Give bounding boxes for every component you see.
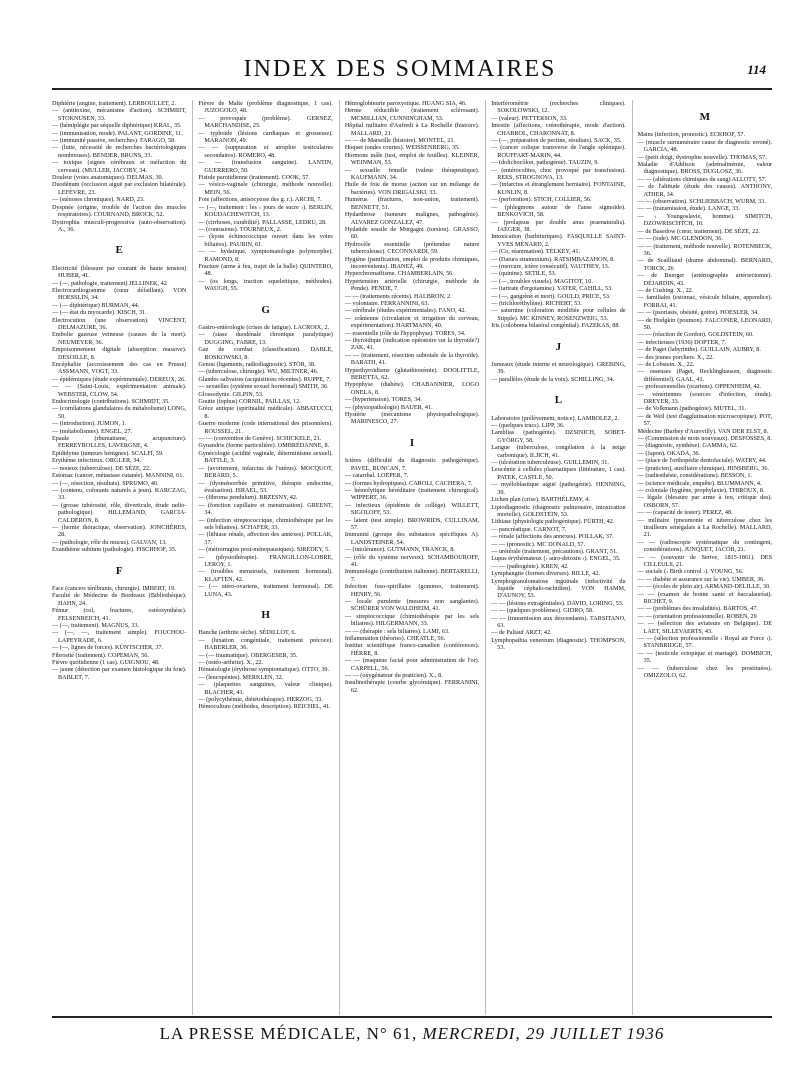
index-entry: — — (orientation professionnelle). ROBEN, 29 <box>637 612 757 620</box>
index-entry: — — (traitements récents). HALBRON, 2. <box>344 292 452 300</box>
index-entry: — (corrélations glandulaires du métabolisme) LONG, 50. <box>52 405 187 420</box>
index-entry: Immunologie (contribution italienne). BERTARELLI, 7. <box>344 568 480 583</box>
index-entry: Epaule (rhumatisme, acupuncture). FERREYROLLES, LAVERGNE, 4. <box>52 435 187 450</box>
index-entry: — (—, troubles visuels). MAGITOT, 10. <box>491 277 593 285</box>
index-entry: — (avortement, infarctus de l'utérus). MOCQUOT, BERARD, 5. <box>198 464 333 480</box>
index-entry: — (polycythémie, diététothérapie). HERZOG, 33. <box>198 696 323 704</box>
index-entry: — de l'altitude (étude des causes). ANTHONY, ATHER, 34. <box>637 183 772 198</box>
index-entry: — de Cushing. X., 22. <box>637 286 694 294</box>
index-entry: — des jeunes porchers. X., 22. <box>637 353 714 361</box>
index-entry: Electricité (blessure par courant de haute tension) HUBER, 41. <box>52 264 187 280</box>
index-entry: — streptococcique (chimiothérapie par les sels biliaires). HILGERMANN, 33. <box>344 612 480 628</box>
index-entry: — (phlegmons autour de l'anse sigmoïde). BENKOVICH, 58. <box>491 203 626 219</box>
index-entry: Fièvre de Malte (problème diagnostique, 1 cas). JUZOGOLO, 48. <box>198 100 333 115</box>
section-letter: H <box>261 609 270 621</box>
index-column <box>339 100 479 1015</box>
index-entry: — militaire (pneumonie et tuberculose chez les tirailleurs sénégalais à La Rochelle). MALLARD, 21. <box>637 516 772 539</box>
index-entry: Hyperthyroïdisme (glutathionémie). DOOLITTLE, BERETTA, 62. <box>344 366 480 382</box>
index-entry: — (kyste échinococcique ouvert dans les voies biliaires). PAUBIN, 61. <box>198 233 333 248</box>
index-entry: — de Basedow (cœur, traitement). DE SÈZE, 22. <box>637 227 760 235</box>
index-entry: — professionnelles (ocariens). OPPENHEIM, 42. <box>637 383 762 391</box>
index-entry: — sexuelles (système sexuel hormonal) SMITH, 36. <box>198 383 329 391</box>
index-entry: — de Lobstein. X., 22. <box>637 361 695 368</box>
index-entry: — (—, lignes de forces). KÜNTSCHER, 37. <box>52 644 164 652</box>
index-entry: Duodénum (occlusion aiguë par exclusion bilatérale). LEFÈVRE, 23. <box>52 181 187 196</box>
index-entry: Interférométrie (recherches cliniques). SOKOLOWSKI, 12. <box>491 100 626 115</box>
index-entry: Hystérie (mécanisme physiopathologique). MARINESCO, 27. <box>344 411 480 426</box>
index-entry: Leucémie à cellules plasmatiques (littérature, 1 cas). PATEK, CASTLE, 50. <box>491 466 626 481</box>
index-entry: Dystrophia musculi-progressiva (auto-observation). A., 36. <box>52 218 187 233</box>
index-entry: — (trichloréthylène). RICHERT, 53. <box>491 299 582 307</box>
index-entry: — (— état du myocarde). KISCH, 31. <box>52 309 147 317</box>
index-entry: — (praticien), auxiliaire chimique). HINSBERG, 36. <box>637 464 770 472</box>
index-entry: — (—, traitement). MAGNUS, 33. <box>52 622 139 629</box>
index-entry: — — (souvenir de Serive, 1815-1861). DES CILLEULS, 21. <box>637 553 772 568</box>
index-entry: Lymphopathia venereum (diagnostic). THOMPSON, 53. <box>491 636 626 652</box>
index-entry: — de Buerger (artériographie artériectomie). DÉJARDIN, 43. <box>637 272 772 287</box>
index-entry: — typhoïde (lésions cardiaques et grossesse). MARANON, 49. <box>198 129 333 145</box>
index-entry: — sociale (‹ Birth control ›). YOUNG, 56. <box>637 568 744 576</box>
index-entry: Insulinothérapie (courbe glycémique). FERRANINI, 62. <box>344 679 480 694</box>
index-entry: Grèce antique (spiritualité médicale). ABBATUCCI, 8. <box>198 405 333 420</box>
index-entry: — (— traumatique). OBERGESER, 35. <box>198 651 298 659</box>
index-entry: Goutte (tophus) CORNIL, PAILLAS, 12. <box>198 398 301 406</box>
index-entry: — (sténoses chroniques). NARD, 23. <box>52 196 145 204</box>
index-entry: — de Paltauf ARZT, 42. <box>491 629 552 637</box>
index-entry: — — hydatique, symptomatologie polymorphe). RAMOND, 8. <box>198 248 333 263</box>
index-entry: Fièvre quotidienne (1 cas). GUIGNOU, 48. <box>52 659 160 667</box>
index-entry: Gaz de combat (classification). DABLE, ROSKOWSKI, 8. <box>198 346 333 361</box>
index-entry: — — (traitement, résection subtotale de la thyroïde). BARATH, 41. <box>344 351 480 367</box>
index-entry: — (ulcération tuberculeuse). GUILLEMIN, 31. <box>491 459 609 467</box>
index-entry: — (lutte, nécessité de recherches bactériologiques nombreuses). BENDER, BRUNS, 33. <box>52 144 187 159</box>
index-entry: Electrocardiogramme (cœur défaillant). VON HOESSLIN, 34. <box>52 286 187 302</box>
index-entry: Lamblias (pathogénie). DZSINICH, SOBET-GYÖRGY, 58. <box>491 429 626 444</box>
index-entry: — crânienne (circulation et irrigation du cerveau, expérimentation). HARTMANN, 40. <box>344 314 480 330</box>
index-entry: — — (sélection professionnelle ‹ Royal air Force ›). STANBRIDGE, 57. <box>637 635 772 650</box>
index-entry: — (leucopénies). MERKLEN, 32. <box>198 673 284 681</box>
index-entry: — — (maqueue facial pour administration de l'or). CARPELL, 56. <box>344 657 480 672</box>
index-entry: — — (psoriasis, obésité, goitre). HOESLER, 34. <box>637 309 759 317</box>
index-entry: — myéloblastique aiguë (pathogénie). HENNING, 39. <box>491 481 626 496</box>
index-entry: Lymphangite (formes diverses). RILLE, 42. <box>491 570 600 578</box>
index-entry: Lupus érythémateux (‹ auro-detoxin ›). ENGEL, 35. <box>491 555 621 563</box>
index-entry: — (—, gangrène et mort). GOULD, PRICE, 53. <box>491 292 611 300</box>
index-entry: — (—, résection, résultats). SPRUMO, 40. <box>52 479 159 487</box>
index-entry: Hôpital militaire d'Aufredi à La Rochelle (histoire). MALLARD, 21. <box>344 122 480 137</box>
index-entry: Intestin (affections, crénothérapie, mode d'action). CHABROL, CHARONNAT, 8. <box>491 122 626 137</box>
index-entry: — (prolapsus par double anus praenaturalis). JAEGER, 38. <box>491 218 626 233</box>
index-entry: — (Japon). OKADA, 36. <box>637 449 701 457</box>
index-entry: — (science médicale, enquête). BLUMMANN, 4. <box>637 479 762 487</box>
header-rule <box>52 88 772 90</box>
index-entry: Hypophyse (diabète). CHABANNIER, LOGO ONELA, 8. <box>344 381 480 396</box>
index-entry: — (lithiase rénale, affection des annexes). POLLAK, 37. <box>198 531 333 546</box>
index-entry: Epididyme (tumeurs bénignes). SCALFI, 59. <box>52 449 164 457</box>
index-entry: Hyperchromaffisme. CHAMBERLAIN, 56. <box>344 270 454 278</box>
index-entry: — — diabète et assurance sur la vie). UMBER, 36. <box>637 575 765 583</box>
index-entry: — (infection streptococcique, chimiothérapie par les sels biliaires). SCHAFER, 33. <box>198 516 333 531</box>
index-entry: Empoisonnement digitale (absorption massive). DESOILLE, 8. <box>52 346 187 361</box>
index-entry: — — (radioscopie systématique du contingent, considérations). JUNQUET, JACOB, 21. <box>637 538 772 554</box>
index-entry: — (cancer colique transverse de l'angle splénique). ROUFFART-MARIN, 44. <box>491 144 626 159</box>
index-entry: Glossodynie. GILPIN, 53. <box>198 390 264 398</box>
index-entry: — noueux (tuberculose). DE SÈZE, 22. <box>52 464 151 472</box>
section-letter: M <box>699 111 711 123</box>
index-entry: — (stase duodénale chronique paralytique) DUGGING, FABRE, 13. <box>198 331 333 346</box>
index-entry: — (— diphtérique) BURMAN, 44. <box>52 301 140 309</box>
index-entry: — (intolérance). GUTMANN, TRANCK, 8. <box>344 546 456 554</box>
index-entry: Lithiase (physiologie pathogénique). FÜRTH, 42. <box>491 518 615 526</box>
index-entry: — de Volkmann (pathogénie). MUTEL, 31. <box>637 405 747 413</box>
index-entry: Guerre moderne (code international des prisonniers). ROUSSEL, 21. <box>198 420 333 435</box>
index-entry: — (—, préparation de pectine, résultats). SACK, 35. <box>491 137 622 145</box>
index-entry: — (dolichocôlon, pathogénie). TAUZIN, 9. <box>491 159 599 167</box>
index-entry: — (introduction). JUMON, 1. <box>52 420 127 428</box>
index-entry: — (diagnostic, synthèse). GAMMA, 62. <box>637 442 738 450</box>
index-entry: Hydrocèle essentielle (prétendue nature tuberculeuse). CECONNARDI, 59. <box>344 240 480 256</box>
index-entry: — (formes hydropiques). CAROLI, CACHERA, 7. <box>344 479 473 487</box>
index-entry: — (os longs, traction squelettique, méthodes). WAUGH, 55. <box>198 277 333 293</box>
index-entry: Foie (affections, anisocytose des g. r.). ARCHI, 7. <box>198 196 322 204</box>
index-entry: — (hypertension). TORES, 34. <box>344 396 422 404</box>
index-entry: Fracture (arme à feu, trajet de la balle) QUINTERO, 48. <box>198 262 333 278</box>
index-entry: — de Paget (labyrinthe). GUILLAIN, AUBRY, 8. <box>637 346 761 354</box>
index-entry: — — (problèmes des invalidités). BARTOS, 47. <box>637 605 758 613</box>
index-entry: — — (testicule ectopique et mariage). DOMBICH, 35. <box>637 649 772 665</box>
index-column <box>52 100 186 1015</box>
index-entry: — infectieuses (1936) DOPTER, 7. <box>637 338 726 346</box>
index-entry: Hygiène (panification, emploi de produits chimiques, inconvénients). IBANEZ, 49. <box>344 255 480 270</box>
index-entry: Médecine (Barbey d'Aurevilly). VAN DER ELST, 8. <box>637 427 769 435</box>
index-entry: — (troubles menstruels, traitement hormonal). KLAFTEN, 42. <box>198 568 333 583</box>
index-entry: — coloniale (hygiène, prophylaxie). THIROUX, 8. <box>637 486 765 494</box>
footer-journal: LA PRESSE MÉDICALE, N° 61, <box>159 1024 418 1043</box>
index-entry: — (mercure, ictère consécutif). VAUTHEY, 13. <box>491 262 610 270</box>
index-entry: — catarrhal. LOEPER, 7. <box>344 472 409 480</box>
index-entry: — (place de l'orthopédie dentofaciale). WATRY, 44. <box>637 457 767 465</box>
index-entry: Infection fuso-spirillaire (gommes, traitement). HENRY, 56. <box>344 583 480 598</box>
index-entry: Face (cancers térébrants, chirurgie). IMBERT, 19. <box>52 584 176 592</box>
index-entry: — urétérale (traitement, précautions). GRANT, 51. <box>491 547 618 555</box>
index-entry: Hémoglobinurie paroxystique. HUANG SIA, 46. <box>344 100 467 107</box>
index-entry: Langue (tuberculose, congélation à la neige carbonique). ILJICH, 41. <box>491 444 626 459</box>
index-entry: — — (transmission, étude). LANGE, 33. <box>637 205 740 213</box>
footer-rule <box>52 1016 772 1018</box>
index-column <box>485 100 625 1015</box>
index-entry: Fistule parotidienne (traitement). COOK, 57. <box>198 174 310 182</box>
index-entry: — légale (blessure par arme à feu, critique des). OSBORN, 57. <box>637 494 772 509</box>
index-entry: — vésico-vaginale (chirurgie, méthode nouvelle). MEIN, 56. <box>198 181 333 196</box>
index-entry: — — (quelques problèmes). GIDRO, 58. <box>491 607 594 615</box>
index-entry: — latent (test simple). BROWRIDS, CULLINAM, 57. <box>344 516 480 531</box>
index-entry: — (quinine). SETILE, 53. <box>491 270 557 278</box>
index-entry: Hoquet (ondes courtes). WEISSENBERG, 35. <box>344 144 460 152</box>
section-letter: F <box>115 564 123 577</box>
index-entry: — — (examen de bonne santé et baccalauréat). RICHET, 9. <box>637 590 772 605</box>
index-entry: Maladie d'Addison (adrénalinémie, valeur diagnostique). BROSS, DUGLOSZ, 36. <box>637 161 772 176</box>
index-entry: — infectieux (épidémie de collège). WILLETT, SIGOLOFF, 53. <box>344 501 480 517</box>
section-letter: G <box>261 303 270 316</box>
index-columns <box>52 100 772 1015</box>
index-entry: — — (iode). MC GLENDON, 36. <box>637 235 723 243</box>
index-entry: — saturnine (coloration modifiée pour cellules de Stipple). MC KINNEY, ROSENZWEIG, 53. <box>491 307 626 322</box>
index-entry: Laboratoire (prélèvement, notice). LAMBOLEZ, 2. <box>491 414 620 422</box>
index-entry: — thyroïdique (indication opératoire sur la thyroïde?) ZAK, 41. <box>344 337 480 352</box>
index-entry: Hernie réductible (traitement sclérosant). MCMILLIAN, CUNNINGHAM, 53. <box>344 107 480 122</box>
index-entry: — (tuberculose, chirurgie). WU, MILTNER, 46. <box>198 368 319 376</box>
index-entry: — (tartrate d'ergotamine). YATER, CAHILL, 53. <box>491 285 613 293</box>
index-entry: — sexuelle femelle (valeur thérapeutique). KAUFMANN, 34. <box>344 166 480 182</box>
index-entry: — (hémiplégie par séquelle diphtérique) KRAL, 35. <box>52 122 182 130</box>
index-entry: Genou (ligaments, radiodiagnostic). STÖR, 38. <box>198 361 316 368</box>
index-entry: — (petit doigt, dystrophie nouvelle). THOMAS, 57. <box>637 153 767 161</box>
index-entry: — — (suppuration et atrophie testiculaires secondaires). ROMERO, 48. <box>198 144 333 159</box>
index-entry: — rénale (affections des annexes). POLLAK, 37. <box>491 533 614 541</box>
index-entry: — (métabolismes). ENGEL, 27. <box>52 427 133 435</box>
index-entry: — (immunisation, mode). PALANT, GORDINE, 11. <box>52 129 183 137</box>
index-entry: — pancréatique. CARNOT, 7. <box>491 525 567 533</box>
index-entry: — (fonction capillaire et menstruation). GREENT, 34. <box>198 501 333 517</box>
index-entry: — (Datura stramonium). RATSIMBAZAHON, 8. <box>491 255 615 263</box>
page-title: INDEX DES SOMMAIRES <box>243 56 557 82</box>
index-entry: — de Scailliaud (drame abdominal). BERNARD, TORCK, 26 <box>637 257 772 272</box>
index-entry: — hémolytique héréditaire (traitement chirurgical). WIPPERT, 36. <box>344 486 480 502</box>
index-entry: — (grosse tubérosité, rôle, diverticule, étude radio-pathologique). HILLEMAND, GARCIA-CALDERON, 8. <box>52 501 187 524</box>
index-entry: Lipiodiagnostic (diagnostic pulmonaire, intoxication mortelle). GOLDSTEIN, 53. <box>491 503 626 518</box>
index-entry: — — (transmission aux descendants). TARSITANO, 63. <box>491 614 626 629</box>
index-entry: Hématologie (érythrose symptomatique). OTTO, 39. <box>198 666 330 674</box>
index-entry: Hydatide sessile de Morgagni (torsion). GRASSO, 60. <box>344 225 480 241</box>
index-entry: Exanthème subitum (pathologie). FISCHHOF, 35. <box>52 546 177 554</box>
page-number: 114 <box>747 62 766 77</box>
index-entry: — (ostéo-arthrite). X., 22. <box>198 659 264 667</box>
index-entry: Encéphalite (accroissement des cas en Prusse) ASSMANN, VOGT, 33. <box>52 361 187 376</box>
index-entry: Erythème infectieux. ORGLER, 34. <box>52 457 142 465</box>
index-entry: — ‹ Youngoslavie, homme). SIMITCH, DZOWRISCHTCH, 10. <box>637 212 772 228</box>
index-entry: Hanche (arthrite sèche). SÉDILLOT, 6. <box>198 629 297 637</box>
section-letter: E <box>115 244 123 257</box>
index-entry: Inflammation (théories). CHEATLE, 56. <box>344 635 446 643</box>
index-entry: — (—, —, traitement simple). FOUCHOU-LAPEYRADE, 6. <box>52 629 187 644</box>
index-entry: — — (traitement, méthode nouvelle). ROTENBECK, 36. <box>637 242 772 257</box>
index-entry: — familiales (estomac, vésicule biliaire, appendice). FORRAI, 41. <box>637 294 772 309</box>
index-entry: Huile de foie de morue (action sur un mélange de bactéries). VON DRIGALSKI, 33. <box>344 181 480 196</box>
index-entry: Endocrinologie (contributions). SCHMIDT, 35. <box>52 398 170 406</box>
index-entry: Humérus (fractures, non-union, traitement). BENNETT, 51. <box>344 196 480 211</box>
index-entry: — (hernie thoracique, observation). JONCHÈRES, 28. <box>52 523 187 539</box>
index-entry: — — (pathogénie). KREN, 42. <box>491 562 569 570</box>
index-entry: Fémur (col, fractures, ostéosynthèse). FELSENREICH, 41. <box>52 607 187 622</box>
index-entry: — (infarctus et étranglement herniaire). FONTAINE, KUNLIN, 8. <box>491 181 626 196</box>
index-entry: Jumeaux (étude interne et neurologique). GREBING, 39. <box>491 361 626 376</box>
index-entry: Immunité (groupe des substances spécifiques A). LANDSTEINER, 54. <box>344 531 480 546</box>
index-entry: — parallèles (étude de la voix). SCHILLING, 34. <box>491 375 615 383</box>
index-entry: — jaune (détection par examen histologique du foie). BABLET, 7. <box>52 666 187 681</box>
index-entry: — — (thérapie : sels biliaires). LAMI, 63. <box>344 627 450 635</box>
index-entry: — (physiopathologie) BAUER, 41. <box>344 403 433 411</box>
index-entry: — de Hodgkin (poumon). FALCONER, LEONARD, 50. <box>637 316 772 331</box>
index-entry: Glandes salivaires (acquisitions récentes). RUPPE, 7. <box>198 375 331 383</box>
index-entry: Institut scientifique franco-canadien (conférences). HÉRRE, 8. <box>344 642 480 657</box>
index-entry: — — (capacité de tester). PEREZ, 48. <box>637 509 733 517</box>
index-entry: Gynandrie (forme particulière). OMBRÉDANNE, 8. <box>198 442 330 450</box>
index-entry: — (Co, réanimation). TÉLKEY, 41. <box>491 248 581 256</box>
index-entry: — vénériennes (sources d'infection, étude). DREYER, 33. <box>637 390 772 406</box>
index-entry: — (cirrhoses, curabilité). PALLASSE, LEDRU, 28. <box>198 218 327 226</box>
index-entry: Mains (infection, pronostic). ECKHOF, 57. <box>637 131 746 139</box>
index-entry: — — (convention de Genève). SCHICKELE, 21. <box>198 435 322 443</box>
index-entry: Hypertension artérielle (chirurgie, méthode de Pende). PENDE, 7. <box>344 277 480 293</box>
index-entry: — (contusions). TOURNEUX, 2. <box>198 225 282 233</box>
index-entry: Iris (coloboma bilatéral congénital). FAZEKAS, 88. <box>491 322 620 330</box>
index-entry: — volontaire. FERRANNINI, 63. <box>344 299 430 307</box>
index-entry: Estomac (cancer, métastase cutanée). MANNINI, 61. <box>52 472 184 480</box>
index-entry: Embolie gazeuse veineuse (causes de la mort). NEUMEYER, 36. <box>52 331 187 346</box>
index-entry: — — (Saint-Louis, expérimentation animale). WEBSTER, CLOW, 54. <box>52 383 187 398</box>
index-entry: — osseuses (Paget, Recklinghausen, diagnostic différentiel). GAAL, 41. <box>637 368 772 383</box>
index-entry: — (muscle surnuméraire cause de diagnostic erroné). GARCIA, 48. <box>637 138 772 154</box>
index-entry: Diphtérie (angine, traitement). LERBOULLET, 2. <box>52 100 176 107</box>
index-entry: Faculté de Médecine de Bordeaux (Bibliothèque). HAHN, 24. <box>52 592 187 607</box>
index-entry: — (fibroma pendulum). BRZESNY, 42. <box>198 494 298 502</box>
index-entry: — (— utéro-ovariens, traitement hormonal). DE LUNA, 43. <box>198 583 333 598</box>
index-entry: — — (sélection des aviateurs en Belgique). DE LAET, SILLEVAERTS, 43. <box>637 620 772 635</box>
index-entry: — (Commission de mots nouveaux). DESFOSSES, 8. <box>637 435 772 443</box>
index-entry: — cérébrale (études expérimentales). FANO, 42. <box>344 307 466 315</box>
index-entry: — (entérocolites, choc provoqué par transfusion). REES, STROGNOVA, 13. <box>491 166 626 182</box>
index-entry: — (quelques trucs). LIPP, 36. <box>491 422 565 430</box>
index-column <box>192 100 332 1015</box>
footer <box>52 1024 772 1044</box>
index-entry: — — (écoles de plein air). ARMAND-DELILLE, 30. <box>637 583 771 591</box>
index-entry: Lymphogranulomatose inguinale (infectivité du liquide céphalo-rachidien). VON HAMM, D'AUNOY, 53. <box>491 577 626 600</box>
index-entry: — — (pronostic). MC DONALD, 57. <box>491 540 586 548</box>
index-entry: — — (altérations chimiques du sang) ALLOTT, 57. <box>637 175 767 183</box>
index-column <box>632 100 772 1015</box>
index-entry: — — (transfusion sanguine). LANTIN, GUERRERO, 50. <box>198 159 333 174</box>
index-entry: — — (observation). SCHLIEBBACH, WURM, 33. <box>637 198 766 206</box>
index-entry: — (immunité passive, recherches). FARAGO, 58. <box>52 137 176 145</box>
index-entry: — — (tuberculose chez les prostituées). OMIZZOLO, 62. <box>637 664 772 680</box>
index-entry: Hormone mâle (test, emploi de feuilles). KLEINER, WEINMAN, 53. <box>344 151 480 167</box>
index-entry: Lichen plan (crise). BARTHÉLEMY, 4. <box>491 496 590 504</box>
index-entry: — (antitoxine, mécanisme d'action). SCHMIDT, STOKNUSEN, 33. <box>52 107 187 122</box>
index-entry: — (perforation). STICH, COLLIER, 56. <box>491 196 592 204</box>
index-entry: — (—, pathologie, traitement) JELLINEK, 42 <box>52 279 167 287</box>
index-entry: Hydarthrose (tumeurs malignes, pathogénie). ALVAREZ GONZALEZ, 47. <box>344 211 480 226</box>
index-entry: — (luxation congénitale, traitement précoce). HABERLER, 36. <box>198 636 333 652</box>
index-entry: — (pathologie, rôle du mucus). GALVAN, 13. <box>52 538 167 546</box>
index-entry: Gastro-entérologie (crises de fatigue). LACROIX, 2. <box>198 323 329 331</box>
footer-date: MERCREDI, 29 JUILLET 1936 <box>422 1024 665 1043</box>
index-entry: — (physiothérapie). FRANGILLON-LOBRE, LEROY, 1. <box>198 553 333 568</box>
index-entry: — — (lésions extragénitales). DAVID, LORING, 53. <box>491 599 624 607</box>
index-entry: — — de Marseille (histoire). MONTEL, 21. <box>344 137 455 145</box>
index-entry: Douleur (voies anatomiques). DELMAS, 30. <box>52 174 164 182</box>
index-entry: Intoxication (barbituriques). FASQUELLE SAINT-YVES MÉNARD, 2. <box>491 233 626 248</box>
index-entry: — de Weil (test d'agglutination microscopique). POT, 57. <box>637 412 772 428</box>
section-letter: I <box>409 436 415 449</box>
index-entry: — — (réaction de Gordon). GOLDSTEIN, 60. <box>637 331 754 339</box>
index-entry: — (plaquettes sanguines, valeur clinique). BLACHER, 41. <box>198 681 333 696</box>
section-letter: L <box>554 394 563 407</box>
index-entry: — locale purulente (mesures non sanglantes). SCHÜRER VON WALDHEIM, 41. <box>344 598 480 613</box>
index-entry: — provoquée (problème). GERNEZ, MARCHANDISE, 25. <box>198 114 333 130</box>
index-entry: Dyspnée (origine, trouble de l'action des muscles respiratoires). COURNAND, BROCK, 52. <box>52 203 187 219</box>
index-entry: Fibrosité (traitement). COPEMAN, 56. <box>52 651 149 659</box>
index-entry: Gynécologie (acidité vaginale, déterminisme sexuel). BATTLE, 3. <box>198 449 333 465</box>
index-entry: — (contenu, colorants naturels à jeun). KARCZAG, 33. <box>52 486 187 502</box>
index-entry: — — (oxygénateur du praticien). X., 8. <box>344 672 443 680</box>
index-entry: Electrocution (une observation). VINCENT, DELMAZURE, 36. <box>52 316 187 331</box>
index-entry: — (rôle du système nerveux). SCHAMBOUROFF, 41. <box>344 553 480 568</box>
index-entry: Ictères (difficulté du diagnostic pathogénique). PAVEL, RUNCAN, 7. <box>344 457 480 472</box>
index-entry: — (métrorragies post-ménopausiques). SIREDEY, 5. <box>198 546 330 554</box>
index-entry: — toxique (signes cérébraux et méfaction du cerveau). (MULLER, JACOBY, 34. <box>52 159 187 174</box>
index-entry: — (dysménorrhée primitive, thérapie endocrine, évaluation). ISRAEL, 53. <box>198 479 333 494</box>
index-entry: — (—, traitement : les ‹ jours de sucre ›). BERLIN, KOUDACHEWITCH, 13. <box>198 203 333 219</box>
section-letter: J <box>555 340 562 353</box>
index-entry: — essentielle (rôle de l'hypophyse). TORES, 34. <box>344 329 466 337</box>
index-entry: — (valeur). PETTERSON, 33. <box>491 114 568 122</box>
index-entry: — (radiesthésie, considérations). BESSON, 1. <box>637 472 753 480</box>
index-entry: Hémoculture (méthodes, description). REICHEL, 41. <box>198 703 331 711</box>
index-entry: — épidémiques (étude expérimentale). DEREUX, 26. <box>52 375 186 383</box>
